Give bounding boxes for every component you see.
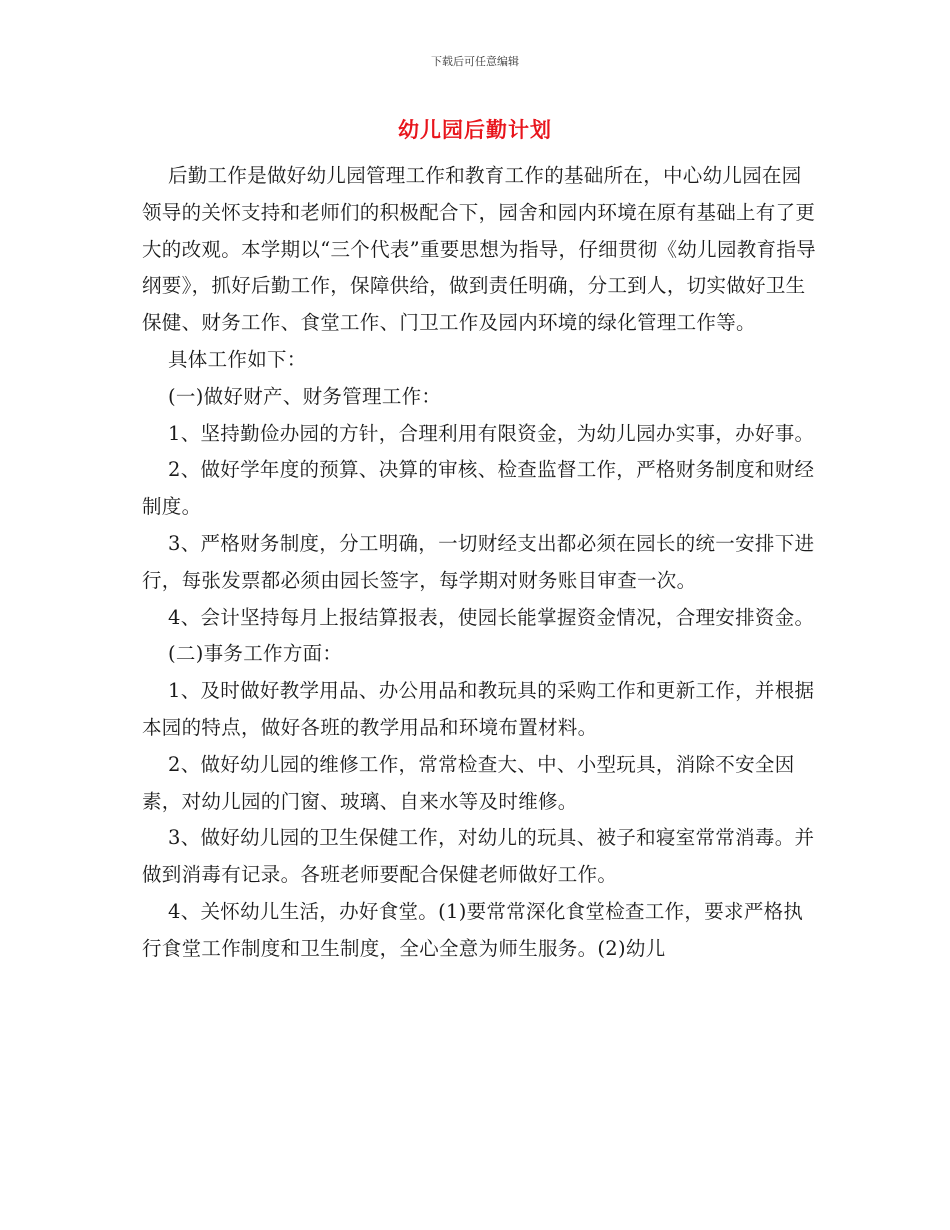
section-heading-finance: (一)做好财产、财务管理工作： [142,384,442,408]
section-heading-affairs: (二)事务工作方面： [142,642,343,666]
list-item: 4、关怀幼儿生活，办好食堂。(1)要常常深化食堂检查工作，要求严格执行食堂工作制度和卫生制度，全心全意为师生服务。(2)幼儿 [142,899,804,960]
document-body [142,158,818,968]
list-item: 2、做好幼儿园的维修工作，常常检查大、中、小型玩具，消除不安全因素，对幼儿园的门窗、玻璃、自来水等及时维修。 [142,752,795,813]
list-item: 3、严格财务制度，分工明确，一切财经支出都必须在园长的统一安排下进行，每张发票都必须由园长签字，每学期对财务账目审查一次。 [142,531,815,592]
list-item: 2、做好学年度的预算、决算的审核、检查监督工作，严格财务制度和财经制度。 [142,458,815,519]
paragraph-specific-work: 具体工作如下： [142,347,307,371]
header-note: 下载后可任意编辑 [431,55,519,68]
document-title: 幼儿园后勤计划 [398,118,552,142]
list-item: 1、及时做好教学用品、办公用品和教玩具的采购工作和更新工作，并根据本园的特点，做好各班的教学用品和环境布置材料。 [142,679,815,739]
list-item: 1、坚持勤俭办园的方针，合理利用有限资金，为幼儿园办实事，办好事。 [142,421,815,445]
list-item: 3、做好幼儿园的卫生保健工作，对幼儿的玩具、被子和寝室常常消毒。并做到消毒有记录。各班老师要配合保健老师做好工作。 [142,826,815,887]
paragraph-intro: 后勤工作是做好幼儿园管理工作和教育工作的基础所在，中心幼儿园在园领导的关怀支持和老师们的积极配合下，园舍和园内环境在原有基础上有了更大的改观。本学期以“三个代表”重要思想为指导，仔细贯彻《幼儿园教育指导纲要》，抓好后勤工作，保障供给，做到责任明确，分工到人，切实做好卫生保健、财务工作、食堂工作、门卫工作及园内环境的绿化管理工作等。 [142,164,816,335]
list-item: 4、会计坚持每月上报结算报表，使园长能掌握资金情况，合理安排资金。 [142,605,815,629]
